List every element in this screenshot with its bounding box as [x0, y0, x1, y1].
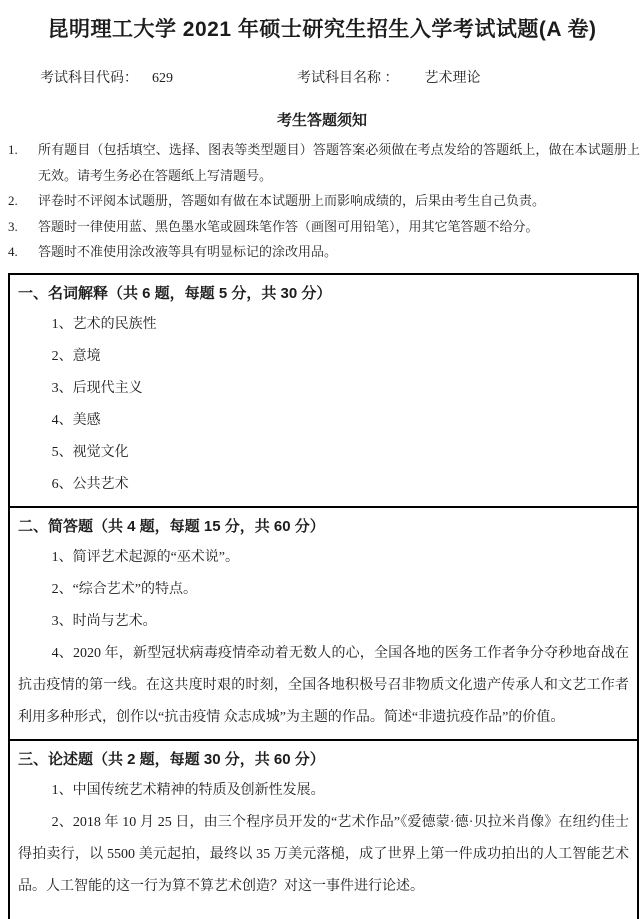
question-item: 2、意境 — [51, 348, 101, 364]
section-short-answer — [10, 508, 637, 741]
question-item: 1、简评艺术起源的“巫术说”。 — [51, 549, 240, 565]
section-heading: 二、简答题（共 4 题，每题 15 分，共 60 分） — [18, 517, 325, 535]
subject-name-label: 考试科目名称 ： — [297, 71, 399, 86]
notice-list — [0, 137, 644, 265]
question-item: 2、“综合艺术”的特点。 — [51, 581, 198, 597]
notice-item: 答题时不准使用涂改液等具有明显标记的涂改用品。 — [38, 244, 338, 259]
question-item: 3、后现代主义 — [51, 380, 143, 396]
subject-line — [40, 67, 644, 87]
question-item: 1、艺术的民族性 — [51, 316, 157, 332]
subject-name-value: 艺术理论 — [424, 71, 481, 86]
subject-code-label: 考试科目代码： — [40, 71, 138, 86]
section-heading: 三、论述题（共 2 题，每题 30 分，共 60 分） — [18, 750, 325, 768]
question-item: 2、2018 年 10 月 25 日，由三个程序员开发的“艺术作品”《爱德蒙·德·贝拉米肖像》在纽约佳士得拍卖行，以 5500 美元起拍，最终以 35 万美元落槌，成了世界上第一件成功拍出的人工智能艺术品。人工智能的这一行为算不算艺术创造？对这一事件进行论述。 — [18, 814, 629, 894]
section-term-definitions — [10, 275, 637, 508]
notice-item: 答题时一律使用蓝、黑色墨水笔或圆珠笔作答（画图可用铅笔），用其它笔答题不给分。 — [38, 218, 539, 234]
questions-box — [8, 273, 639, 919]
question-item: 1、中国传统艺术精神的特质及创新性发展。 — [51, 782, 325, 798]
question-item: 6、公共艺术 — [51, 476, 129, 492]
section-essay — [10, 741, 637, 919]
question-item: 3、时尚与艺术。 — [51, 613, 157, 629]
notice-item: 所有题目（包括填空、选择、图表等类型题目）答题答案必须做在考点发给的答题纸上，做在本试题册上无效。请考生务必在答题纸上写清题号。 — [38, 142, 640, 183]
notice-item: 评卷时不评阅本试题册，答题如有做在本试题册上而影响成绩的，后果由考生自己负责。 — [38, 193, 546, 208]
page-title: 昆明理工大学 2021 年硕士研究生招生入学考试试题(A 卷) — [47, 18, 597, 41]
section-heading: 一、名词解释（共 6 题，每题 5 分，共 30 分） — [18, 284, 332, 302]
subject-code-value: 629 — [152, 71, 173, 86]
question-item: 4、2020 年，新型冠状病毒疫情牵动着无数人的心，全国各地的医务工作者争分夺秒地奋战在抗击疫情的第一线。在这共度时艰的时刻，全国各地积极号召非物质文化遗产传承人和文艺工作者利用多种形式，创作以“抗击疫情 众志成城”为主题的作品。简述“非遗抗疫作品”的价值。 — [18, 645, 629, 725]
notice-title: 考生答题须知 — [276, 112, 367, 129]
question-item: 5、视觉文化 — [51, 444, 129, 460]
question-item: 4、美感 — [51, 412, 101, 428]
